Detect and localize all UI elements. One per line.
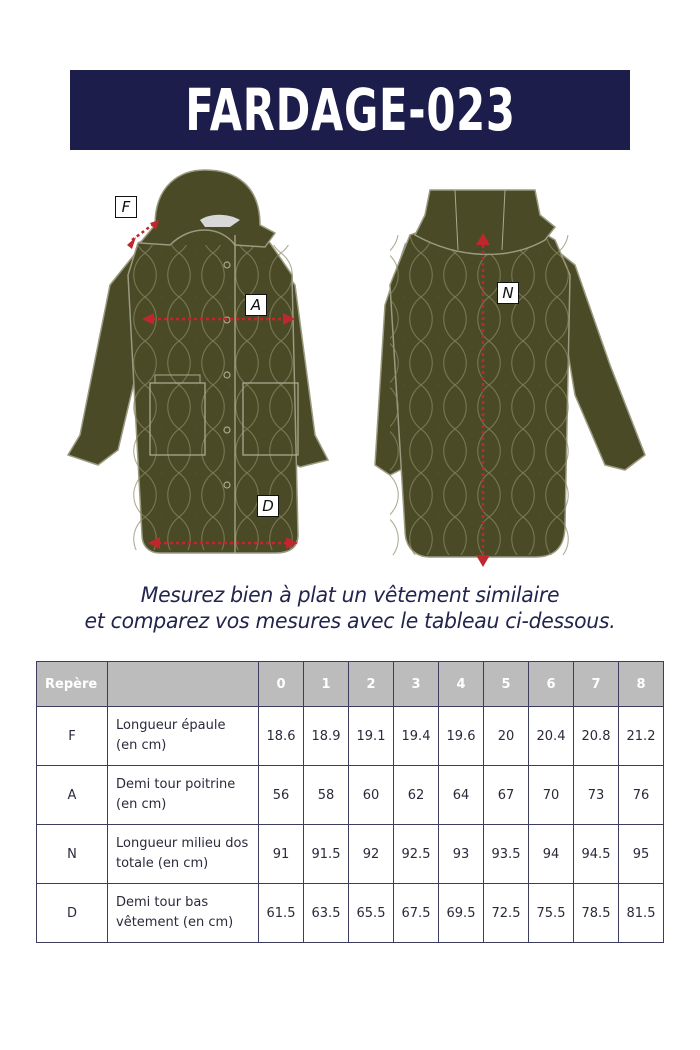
cell-value: 61.5 (259, 884, 304, 943)
row-repere: D (37, 884, 108, 943)
marker-label-a: A (245, 294, 267, 316)
header-size-6: 6 (529, 662, 574, 707)
marker-label-n: N (497, 282, 519, 304)
cell-value: 21.2 (619, 707, 664, 766)
table-row (37, 766, 664, 825)
table-row (37, 884, 664, 943)
cell-value: 73 (574, 766, 619, 825)
cell-value: 67 (484, 766, 529, 825)
cell-value: 65.5 (349, 884, 394, 943)
cell-value: 76 (619, 766, 664, 825)
table-row (37, 707, 664, 766)
cell-value: 20 (484, 707, 529, 766)
cell-value: 92 (349, 825, 394, 884)
cell-value: 93 (439, 825, 484, 884)
header-description (108, 662, 259, 707)
header-size-7: 7 (574, 662, 619, 707)
cell-value: 94 (529, 825, 574, 884)
instructions-line-2: et comparez vos mesures avec le tableau ci-dessous. (84, 609, 616, 633)
cell-value: 62 (394, 766, 439, 825)
marker-label-d: D (257, 495, 279, 517)
cell-value: 91.5 (304, 825, 349, 884)
front-jacket-illustration (60, 165, 350, 565)
title-banner (70, 70, 630, 150)
cell-value: 18.6 (259, 707, 304, 766)
cell-value: 64 (439, 766, 484, 825)
header-size-1: 1 (304, 662, 349, 707)
cell-value: 18.9 (304, 707, 349, 766)
cell-value: 91 (259, 825, 304, 884)
table-row (37, 825, 664, 884)
cell-value: 67.5 (394, 884, 439, 943)
cell-value: 60 (349, 766, 394, 825)
row-description: Longueur milieu dos totale (en cm) (108, 825, 259, 884)
front-jacket-drawing (60, 165, 350, 565)
header-size-0: 0 (259, 662, 304, 707)
header-size-5: 5 (484, 662, 529, 707)
cell-value: 19.1 (349, 707, 394, 766)
product-title: FARDAGE-023 (184, 76, 516, 144)
cell-value: 19.4 (394, 707, 439, 766)
cell-value: 78.5 (574, 884, 619, 943)
marker-label-f: F (115, 196, 137, 218)
cell-value: 81.5 (619, 884, 664, 943)
row-repere: A (37, 766, 108, 825)
header-repere: Repère (37, 662, 108, 707)
cell-value: 20.4 (529, 707, 574, 766)
cell-value: 58 (304, 766, 349, 825)
header-size-4: 4 (439, 662, 484, 707)
back-jacket-drawing (370, 165, 660, 575)
cell-value: 72.5 (484, 884, 529, 943)
row-description: Longueur épaule (en cm) (108, 707, 259, 766)
cell-value: 56 (259, 766, 304, 825)
header-size-8: 8 (619, 662, 664, 707)
cell-value: 63.5 (304, 884, 349, 943)
size-chart-table (36, 661, 664, 943)
cell-value: 93.5 (484, 825, 529, 884)
cell-value: 95 (619, 825, 664, 884)
instructions-line-1: Mesurez bien à plat un vêtement similaire (140, 583, 560, 607)
cell-value: 69.5 (439, 884, 484, 943)
measuring-instructions (0, 582, 700, 634)
row-repere: N (37, 825, 108, 884)
row-description: Demi tour bas vêtement (en cm) (108, 884, 259, 943)
table-header-row (37, 662, 664, 707)
header-size-3: 3 (394, 662, 439, 707)
row-repere: F (37, 707, 108, 766)
cell-value: 20.8 (574, 707, 619, 766)
cell-value: 75.5 (529, 884, 574, 943)
cell-value: 94.5 (574, 825, 619, 884)
cell-value: 70 (529, 766, 574, 825)
back-jacket-illustration (370, 165, 660, 575)
cell-value: 92.5 (394, 825, 439, 884)
header-size-2: 2 (349, 662, 394, 707)
row-description: Demi tour poitrine (en cm) (108, 766, 259, 825)
cell-value: 19.6 (439, 707, 484, 766)
